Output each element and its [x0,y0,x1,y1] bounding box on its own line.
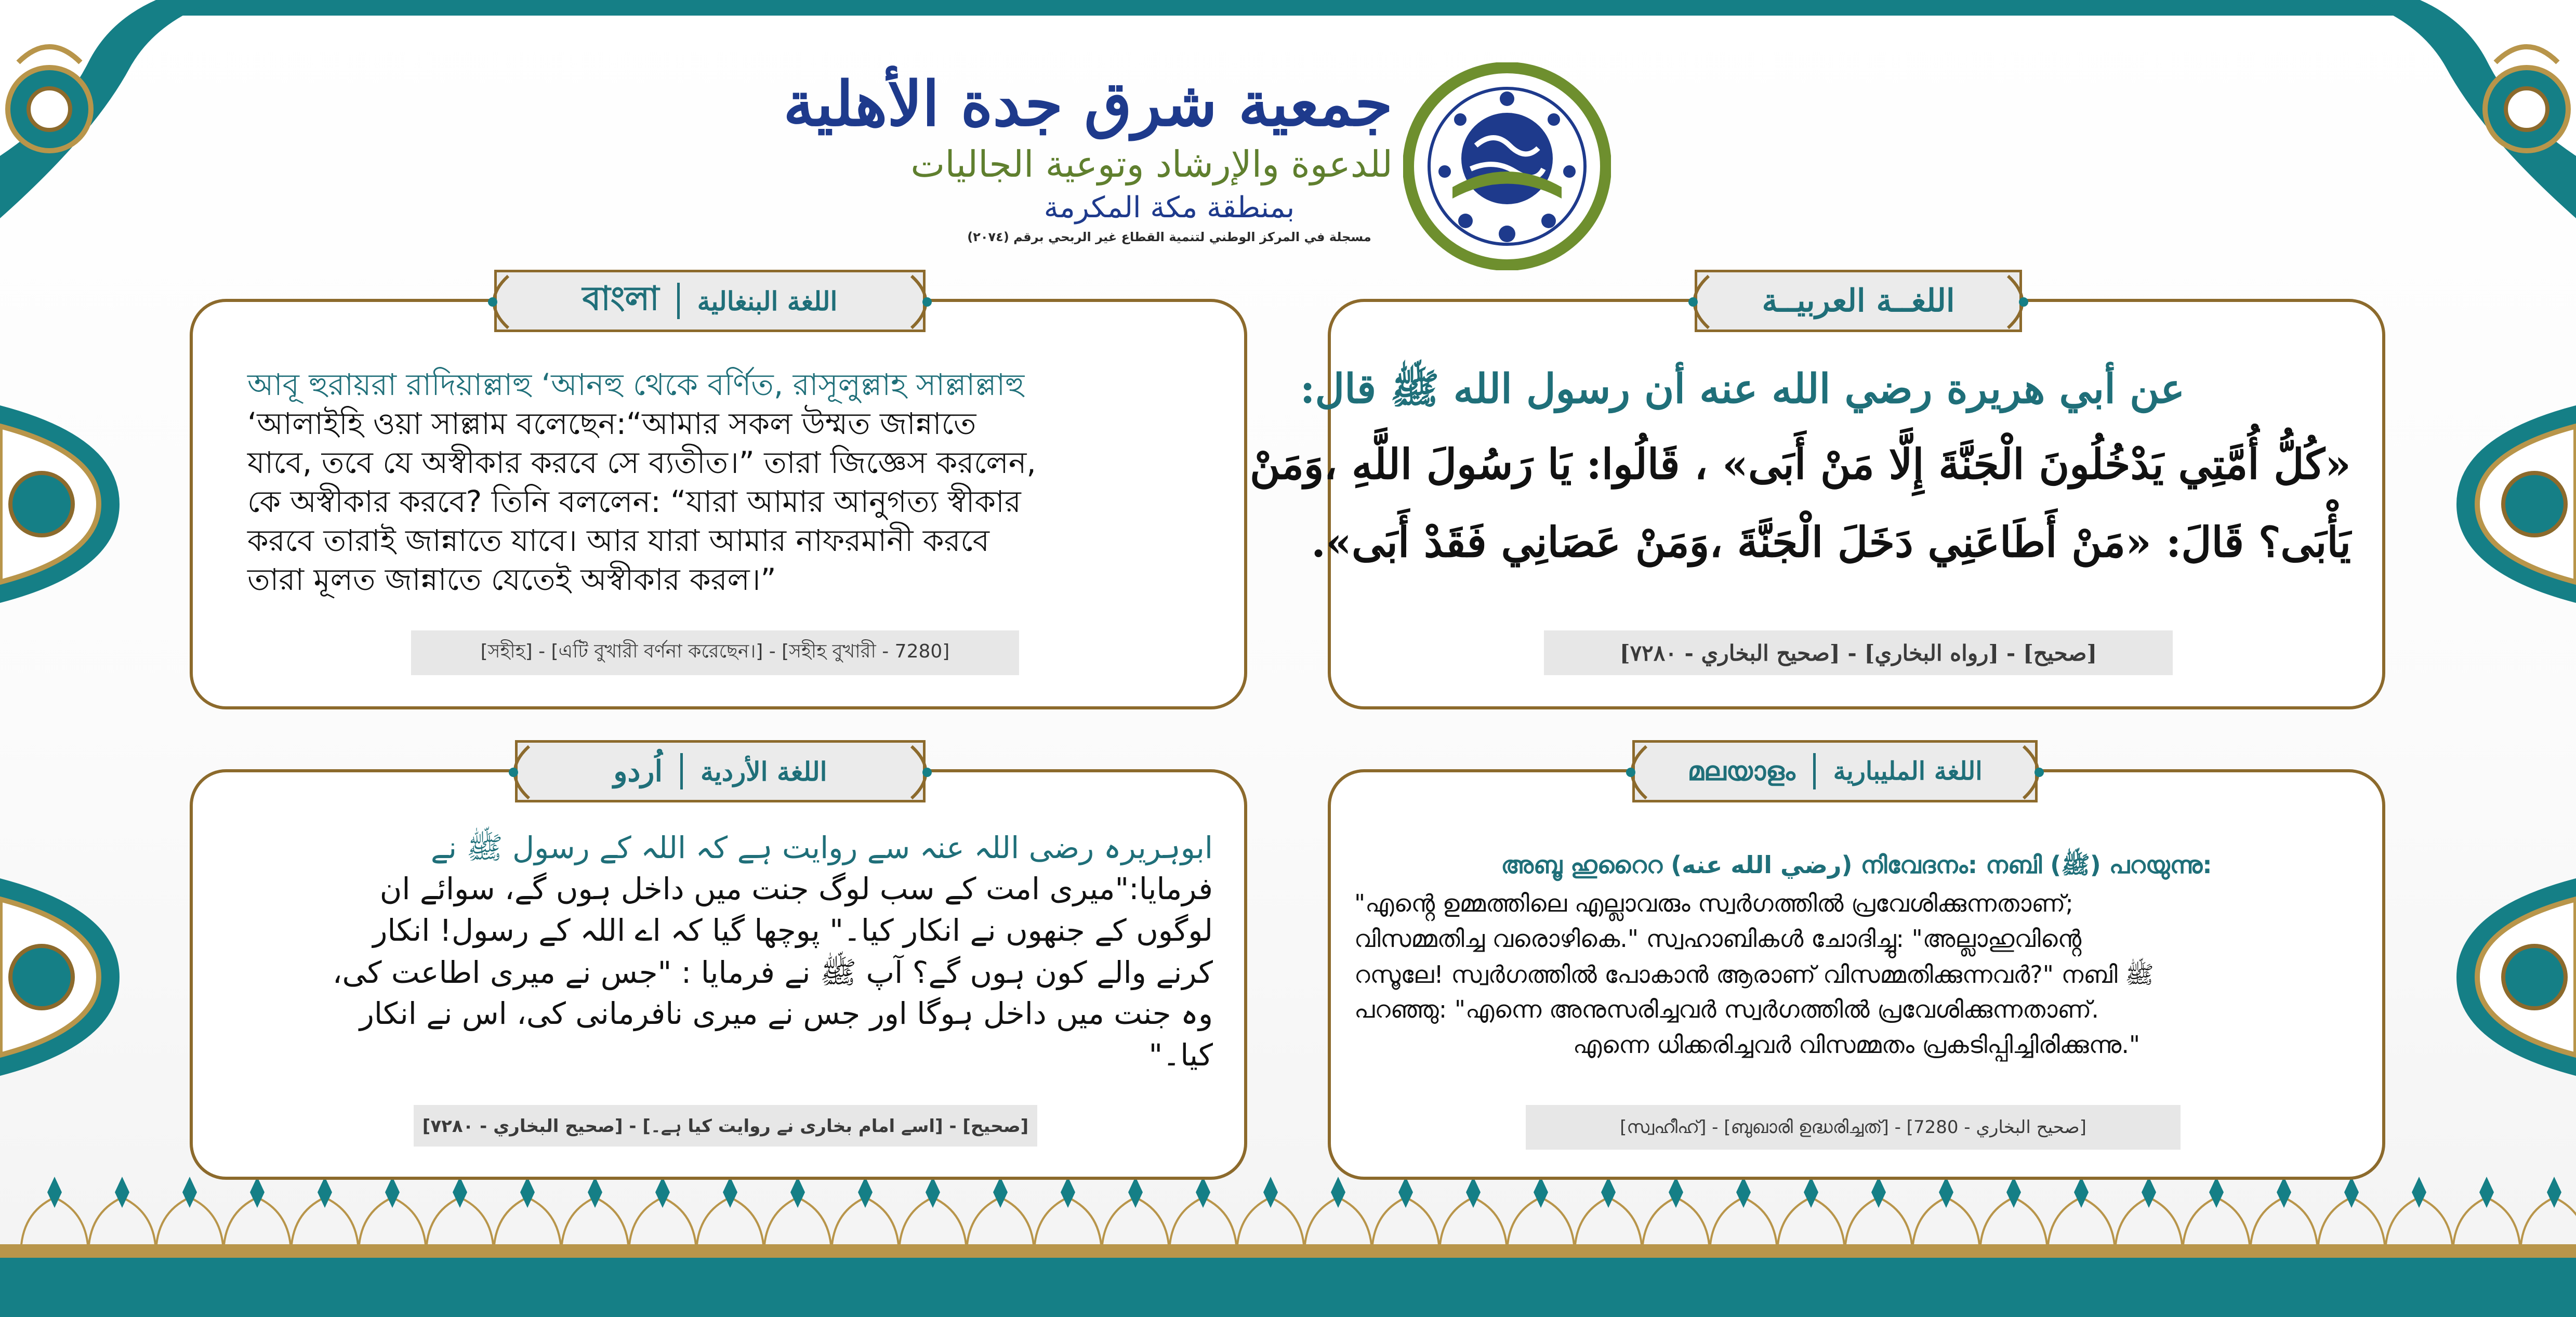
top-border-bar [0,0,2576,16]
arabesque-side-ornament-icon [0,405,120,603]
malayalam-tab-native-label: മലയാളം [1687,756,1795,786]
tab-flourish-icon [909,273,943,331]
finial-motif [1534,1177,1548,1208]
tab-flourish-icon [1615,744,1648,801]
bengali-tab-arabic-label: اللغة البنغالية [697,285,838,317]
finial-motif [250,1177,265,1208]
malayalam-hadith-line: എന്നെ ധിക്കരിച്ചവർ വിസമ്മതം പ്രകടിപ്പിച്ചിരിക്കുന്നു." [1573,1031,2141,1059]
urdu-hadith-line: ابوہریرہ رضی اللہ عنہ سے روایت ہے کہ اللہ کے رسول ﷺ نے [430,830,1213,865]
arabesque-side-ornament-icon [2456,405,2576,603]
finial-motif [1263,1177,1278,1208]
urdu-hadith-line: کیا۔" [1148,1037,1213,1073]
finial-motif [1939,1177,1953,1208]
malayalam-language-tab [1632,740,2038,802]
finial-motif [1669,1177,1683,1208]
globe-book-emblem-icon [1403,62,1611,270]
arabic-narration-heading: عن أبي هريرة رضي الله عنه أن رسول الله ﷺ قال: [1300,365,2185,413]
arabesque-side-ornament-icon [2456,878,2576,1076]
urdu-reference: [صحیح] - [اسے امام بخاری نے روایت کیا ہے۔] - [صحيح البخاري - ٧٢٨٠] [414,1105,1037,1147]
arabesque-corner-icon [2358,0,2576,218]
tab-separator [677,283,680,319]
tab-flourish-icon [1677,273,1711,331]
bengali-language-tab [494,270,926,332]
bengali-hadith-line: আবূ হুরায়রা রাদিয়াল্লাহু ‘আনহু থেকে বর্ণিত, রাসূলুল্লাহ সাল্লাল্লাহু [247,367,1025,402]
finial-motif [2209,1177,2224,1208]
finial-motif [2277,1177,2291,1208]
organization-name: جمعية شرق جدة الأهلية [783,68,1393,140]
malayalam-hadith-line: റസൂലേ! സ്വർഗത്തിൽ പോകാൻ ആരാണ് വിസമ്മതിക്കുന്നവർ?" നബി ﷺ [1354,960,2154,989]
mosque-arch-border-icon [0,1166,2576,1301]
finial-motif [2142,1177,2156,1208]
tab-flourish-icon [2022,744,2055,801]
finial-motif [2547,1177,2561,1208]
bengali-reference: [সহীহ] - [এটি বুখারী বর্ণনা করেছেন।] - [সহীহ বুখারী - 7280] [411,630,1019,675]
finial-motif [993,1177,1008,1208]
urdu-tab-arabic-label: اللغة الأردية [701,756,827,787]
finial-motif [1196,1177,1210,1208]
malayalam-reference: [സ്വഹീഹ്] - [ബുഖാരി ഉദ്ധരിച്ചത്] - [صحيح البخاري - 7280] [1526,1105,2181,1150]
malayalam-hadith-line: വിസമ്മതിച്ച വരൊഴികെ." സ്വഹാബികൾ ചോദിച്ചു: "അല്ലാഹുവിൻ്റെ [1354,925,2082,953]
finial-motif [858,1177,873,1208]
malayalam-hadith-line: "എൻ്റെ ഉമ്മത്തിലെ എല്ലാവരും സ്വർഗത്തിൽ പ്രവേശിക്കുന്നതാണ്; [1354,889,2073,917]
bengali-hadith-line: কে অস্বীকার করবে? তিনি বললেন: “যারা আমার আনুগত্য স্বীকার [247,484,1021,519]
tab-flourish-icon [477,273,510,331]
finial-motif [926,1177,940,1208]
finial-motif [1061,1177,1075,1208]
finial-motif [1871,1177,1886,1208]
urdu-language-tab [515,740,926,802]
arabic-reference: [صحيح] - [رواه البخاري] - [صحيح البخاري - ٧٢٨٠] [1544,630,2173,675]
urdu-hadith-line: کرنے والے کون ہوں گے؟ آپ ﷺ نے فرمایا : "جس نے میری اطاعت کی، [332,955,1213,990]
tab-flourish-icon [2006,273,2039,331]
finial-motif [47,1177,62,1208]
finial-motif [2412,1177,2426,1208]
organization-wordmark [783,68,1393,246]
urdu-hadith-card [190,754,1247,1180]
finial-motif [2074,1177,2089,1208]
finial-motif [1398,1177,1413,1208]
tab-flourish-icon [498,744,531,801]
finial-motif [1736,1177,1751,1208]
organization-subtitle: للدعوة والإرشاد وتوعية الجاليات [910,143,1393,186]
bottom-border-bar [0,1301,2576,1317]
finial-motif [2479,1177,2494,1208]
tab-separator [1813,753,1816,789]
finial-motif [453,1177,467,1208]
bengali-hadith-line: তারা মূলত জান্নাতে যেতেই অস্বীকার করল।” [247,562,776,597]
malayalam-hadith-line: പറഞ്ഞു: "എന്നെ അനുസരിച്ചവർ സ്വർഗത്തിൽ പ്രവേശിക്കുന്നതാണ്. [1354,995,2099,1023]
bengali-hadith-line: ‘আলাইহি ওয়া সাল্লাম বলেছেন:“আমার সকল উম্মত জান্নাতে [247,406,976,441]
finial-motif [655,1177,670,1208]
finial-motif [1804,1177,1818,1208]
urdu-tab-native-label: اُردو [613,754,663,788]
finial-motif [1128,1177,1143,1208]
malayalam-tab-arabic-label: اللغة المليبارية [1833,757,1983,786]
finial-motif [182,1177,197,1208]
finial-motif [318,1177,332,1208]
arabic-hadith-line: «كُلُّ أُمَّتِي يَدْخُلُونَ الْجَنَّةَ إِلَّا مَنْ أَبَى» ، قَالُوا: يَا رَسُولَ اللَّهِ ،وَمَنْ [1250,440,2351,489]
finial-motif [1331,1177,1345,1208]
organization-region: بمنطقة مكة المكرمة [1043,191,1295,225]
finial-motif [520,1177,535,1208]
finial-motif [790,1177,805,1208]
bengali-hadith-line: করবে তারাই জান্নাতে যাবে। আর যারা আমার নাফরমানী করবে [247,523,989,558]
finial-motif [385,1177,400,1208]
arabesque-corner-icon [0,0,218,218]
arabic-hadith-card [1250,283,2385,709]
arabic-tab-label: اللغــة العربيــة [1762,283,1955,319]
arabesque-side-ornament-icon [0,878,120,1076]
registration-note: مسجلة في المركز الوطني لتنمية القطاع غير الربحي برقم (٢٠٧٤) [967,230,1371,244]
urdu-hadith-line: لوگوں کے جنھوں نے انکار کیا۔" پوچھا گیا کہ اے اللہ کے رسول! انکار [373,913,1213,948]
urdu-hadith-line: فرمایا:"میری امت کے سب لوگ جنت میں داخل ہوں گے، سوائے ان [379,871,1213,906]
arabic-hadith-line: يَأْبَى؟ قَالَ: «مَنْ أَطَاعَنِي دَخَلَ الْجَنَّةَ ،وَمَنْ عَصَانِي فَقَدْ أَبَى». [1311,518,2351,567]
malayalam-narration-heading: അബൂ ഹുറൈറ (رضي الله عنه) നിവേദനം: നബി (ﷺ) പറയുന്നു: [1501,851,2212,879]
finial-motif [2006,1177,2021,1208]
bengali-hadith-line: যাবে, তবে যে অস্বীকার করবে সে ব্যতীত।” তারা জিজ্ঞেস করলেন, [247,445,1036,480]
organization-header [783,47,1621,270]
finial-motif [1466,1177,1481,1208]
bengali-tab-native-label: বাংলা [582,279,659,318]
finial-motif [588,1177,602,1208]
malayalam-hadith-card [1328,756,2385,1180]
finial-motif [115,1177,129,1208]
bengali-hadith-card [190,279,1247,709]
tab-separator [680,753,683,789]
tab-flourish-icon [909,744,943,801]
arabic-language-tab [1695,270,2022,332]
finial-motif [723,1177,737,1208]
urdu-hadith-line: وہ جنت میں داخل ہوگا اور جس نے میری نافرمانی کی، اس نے انکار [359,996,1213,1031]
finial-motif [2344,1177,2359,1208]
finial-motif [1601,1177,1616,1208]
